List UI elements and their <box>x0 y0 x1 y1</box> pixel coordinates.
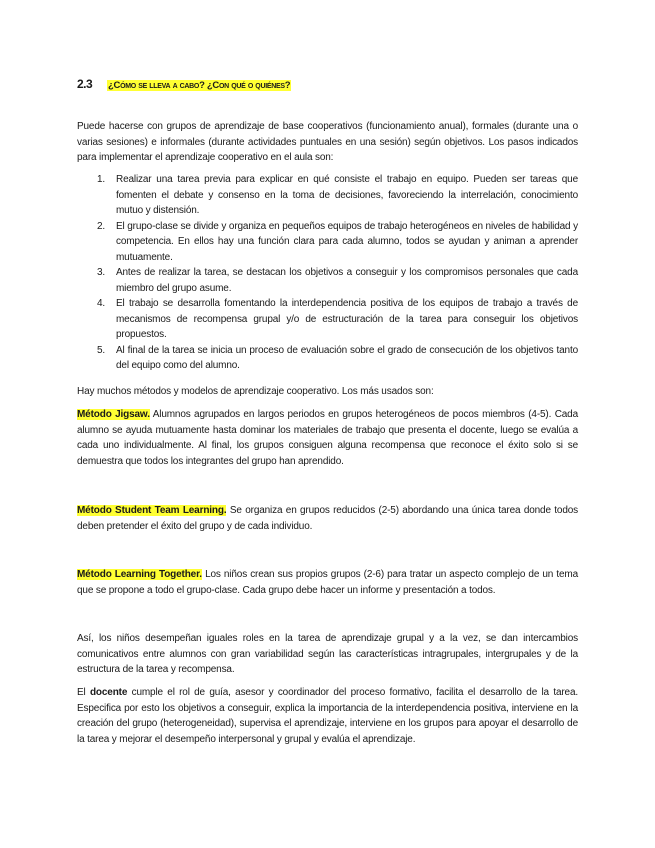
intro-paragraph: Puede hacerse con grupos de aprendizaje de base cooperativos (funcionamiento anual), formales (durante una o varias sesiones) e informales (durante actividades puntuales en una sesión) según objetivos. Los pasos indicados para implementar el aprendizaje cooperativo en el aula son: <box>77 121 578 163</box>
list-item-text: Al final de la tarea se inicia un proceso de evaluación sobre el grado de consecución de los objetivos tanto del equipo como del alumno. <box>116 344 578 371</box>
teacher-term: docente <box>89 687 128 698</box>
list-item-number: 4. <box>97 298 106 309</box>
method-description: Se organiza en grupos reducidos (2-5) abordando una única tarea donde todos deben pretender el éxito del grupo y de cada individuo. <box>77 505 579 532</box>
closing-paragraph-teacher <box>77 685 578 747</box>
list-item-text: Realizar una tarea previa para explicar en qué consiste el trabajo en equipo. Pueden ser tareas que fomenten el debate y consenso en la toma de decisiones, favoreciendo la interrelación, conocimiento mutuo y distensión. <box>116 174 578 216</box>
list-item-number: 2. <box>97 220 106 232</box>
list-item <box>97 343 578 374</box>
method-description: Alumnos agrupados en largos periodos en grupos heterogéneos de pocos miembros (4-5). Cada alumno se ayuda mutuamente hasta dominar los materiales de trabajo que presenta el docente, luego se evalúa a cada uno individualmente. Al final, los grupos consiguen alguna recompensa que reconoce el éxito solo si se demuestra que todos los integrantes del grupo han aprendido. <box>77 409 578 467</box>
method-jigsaw-paragraph <box>77 407 578 469</box>
list-item <box>97 265 578 296</box>
section-title: ¿Cómo se lleva a cabo? ¿Con qué o quiénes? <box>108 80 291 91</box>
list-item-number: 1. <box>97 174 106 185</box>
method-student-team-learning-paragraph <box>77 503 578 534</box>
method-description: Los niños crean sus propios grupos (2-6) para tratar un aspecto complejo de un tema que se propone a todo el grupo-clase. Cada grupo debe hacer un informe y presentación a todos. <box>77 569 579 596</box>
methods-intro: Hay muchos métodos y modelos de aprendizaje cooperativo. Los más usados son: <box>77 386 434 397</box>
steps-list <box>97 172 578 374</box>
closing-lead: El <box>77 687 90 698</box>
closing-text: cumple el rol de guía, asesor y coordinador del proceso formativo, facilita el desarrollo de la tarea. Especifica por esto los objetivos a conseguir, explica la importancia de la interdependencia positiva, interviene en la creación del grupo (heterogeneidad), supervisa el aprendizaje, interviene en los grupos para apoyar el desarrollo de la tarea y mejorar el desempeño interpersonal y grupal y evalúa el aprendizaje. <box>77 687 578 745</box>
closing-paragraph-roles: Así, los niños desempeñan iguales roles en la tarea de aprendizaje grupal y a la vez, se dan intercambios comunicativos entre alumnos con gran variabilidad según las características intragrupales, intergrupales y de la estructura de la tarea y recompensa. <box>77 633 578 675</box>
list-item-text: El trabajo se desarrolla fomentando la interdependencia positiva de los equipos de trabajo a través de mecanismos de recompensa grupal y/o de estructuración de la tarea para conseguir los objetivos propuestos. <box>116 298 578 340</box>
list-item <box>97 296 578 343</box>
list-item-number: 3. <box>97 267 106 278</box>
method-name-highlight: Método Learning Together. <box>77 569 202 580</box>
list-item-number: 5. <box>97 344 106 356</box>
section-heading <box>77 77 291 91</box>
method-name-highlight: Método Student Team Learning. <box>77 505 227 516</box>
list-item <box>97 219 578 266</box>
method-name-highlight: Método Jigsaw. <box>77 409 150 420</box>
list-item-text: Antes de realizar la tarea, se destacan los objetivos a conseguir y los compromisos personales que cada miembro del grupo asume. <box>116 267 578 294</box>
method-learning-together-paragraph <box>77 567 578 598</box>
list-item <box>97 172 578 219</box>
list-item-text: El grupo-clase se divide y organiza en pequeños equipos de trabajo heterogéneos en niveles de habilidad y competencia. En ellos hay una función clara para cada alumno, todos se ayudan y animan a aprender mutuamente. <box>116 220 578 263</box>
section-number: 2.3 <box>77 77 93 91</box>
